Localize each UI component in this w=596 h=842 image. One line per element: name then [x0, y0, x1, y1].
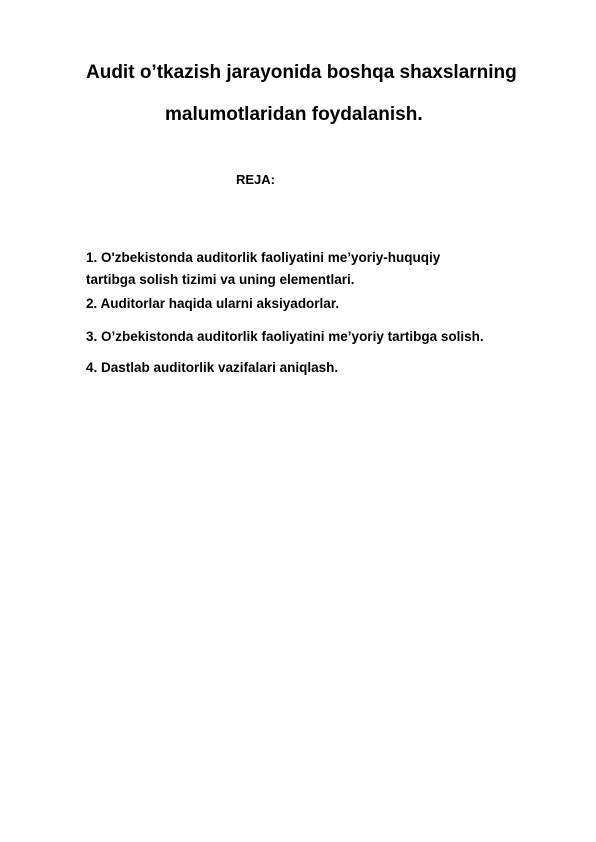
- plan-item-1-line-2: tartibga solish tizimi va uning elementlari.: [86, 272, 355, 287]
- document-title-line-1: Audit o’tkazish jarayonida boshqa shaxslarning: [86, 62, 517, 83]
- plan-item-2: 2. Auditorlar haqida ularni aksiyadorlar.: [86, 296, 340, 311]
- plan-item-4: 4. Dastlab auditorlik vazifalari aniqlash.: [86, 360, 339, 375]
- document-title-line-2: malumotlaridan foydalanish.: [165, 104, 423, 125]
- plan-item-3: 3. O’zbekistonda auditorlik faoliyatini me’yoriy tartibga solish.: [86, 329, 484, 344]
- plan-item-1-line-1: 1. O'zbekistonda auditorlik faoliyatini me’yoriy-huquqiy: [86, 250, 441, 265]
- plan-heading: REJA:: [236, 172, 276, 187]
